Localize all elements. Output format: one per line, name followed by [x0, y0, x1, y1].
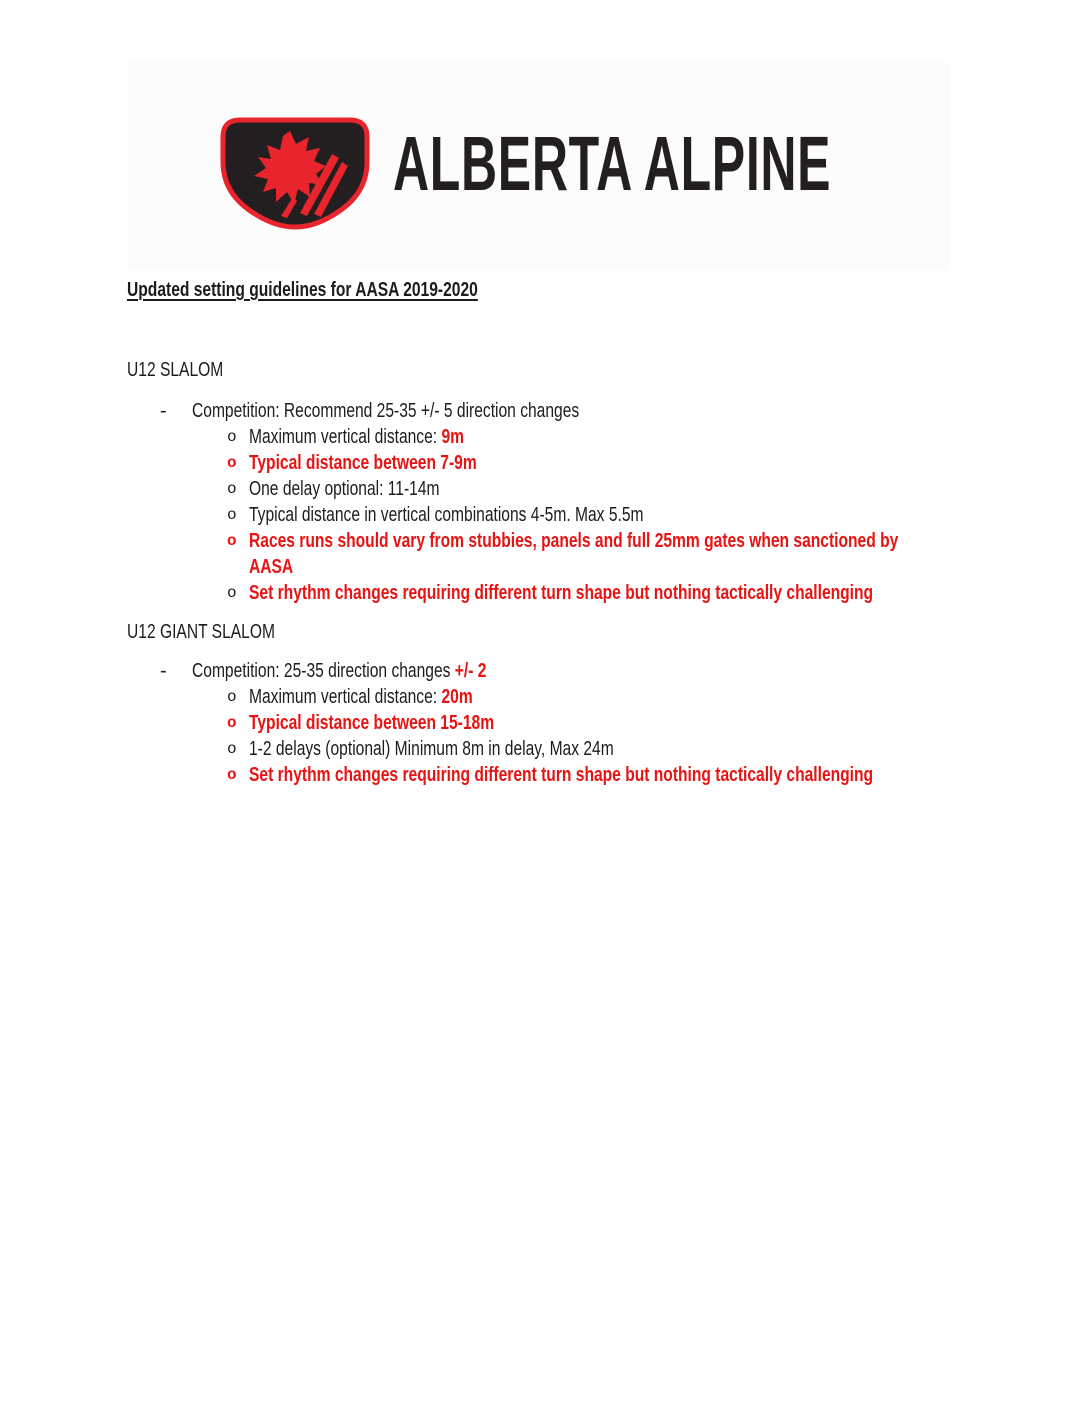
circle-bullet-marker: o: [227, 714, 237, 732]
section-heading-u12-slalom: U12 SLALOM: [127, 359, 224, 381]
bullet-text-highlight: 20m: [441, 686, 473, 708]
logo-header-panel: [127, 62, 950, 270]
bullet-text-highlight: Set rhythm changes requiring different turn shape but nothing tactically challenging: [249, 582, 874, 604]
bullet-text-highlight: Typical distance between 15-18m: [249, 712, 495, 734]
bullet-text-highlight: AASA: [249, 556, 294, 578]
bullet-item: [127, 476, 967, 502]
list-item-competition: [127, 398, 967, 424]
bullet-text: One delay optional: 11-14m: [249, 478, 440, 500]
list-item-competition: [127, 658, 967, 684]
bullet-item: [127, 762, 967, 788]
dash-bullet-marker: -: [160, 400, 167, 422]
bullet-item: [127, 684, 967, 710]
document-title: Updated setting guidelines for AASA 2019-2020: [127, 279, 478, 301]
bullet-text-highlight: 9m: [441, 426, 465, 448]
section-heading-u12-giant-slalom: U12 GIANT SLALOM: [127, 621, 275, 643]
brand-wordmark: ALBERTA ALPINE: [393, 121, 832, 207]
shield-icon: [220, 117, 370, 230]
circle-bullet-marker: o: [227, 480, 237, 498]
circle-bullet-marker: o: [227, 506, 237, 524]
bullet-text: Maximum vertical distance:: [249, 686, 442, 708]
bullet-text: Maximum vertical distance:: [249, 426, 442, 448]
circle-bullet-marker: o: [227, 454, 237, 472]
list-item-highlight: +/- 2: [454, 660, 487, 682]
list-item-text: Competition: 25-35 direction changes: [192, 660, 455, 682]
dash-bullet-marker: -: [160, 660, 167, 682]
bullet-item: [127, 450, 967, 476]
bullet-item: [127, 424, 967, 450]
bullet-item: [127, 528, 967, 580]
bullet-text-highlight: Typical distance between 7-9m: [249, 452, 477, 474]
circle-bullet-marker: o: [227, 428, 237, 446]
bullet-text-highlight: Set rhythm changes requiring different turn shape but nothing tactically challenging: [249, 764, 874, 786]
bullet-text: Typical distance in vertical combinations 4-5m. Max 5.5m: [249, 504, 644, 526]
circle-bullet-marker: o: [227, 740, 237, 758]
circle-bullet-marker: o: [227, 584, 237, 602]
bullet-text-highlight: Races runs should vary from stubbies, panels and full 25mm gates when sanctioned by: [249, 530, 899, 552]
bullet-text: 1-2 delays (optional) Minimum 8m in delay, Max 24m: [249, 738, 614, 760]
bullet-item: [127, 502, 967, 528]
circle-bullet-marker: o: [227, 766, 237, 784]
circle-bullet-marker: o: [227, 688, 237, 706]
document-content: [127, 277, 967, 788]
bullet-item: [127, 736, 967, 762]
list-item-text: Competition: Recommend 25-35 +/- 5 direction changes: [192, 400, 580, 422]
bullet-item: [127, 580, 967, 606]
bullet-item: [127, 710, 967, 736]
circle-bullet-marker: o: [227, 532, 237, 550]
